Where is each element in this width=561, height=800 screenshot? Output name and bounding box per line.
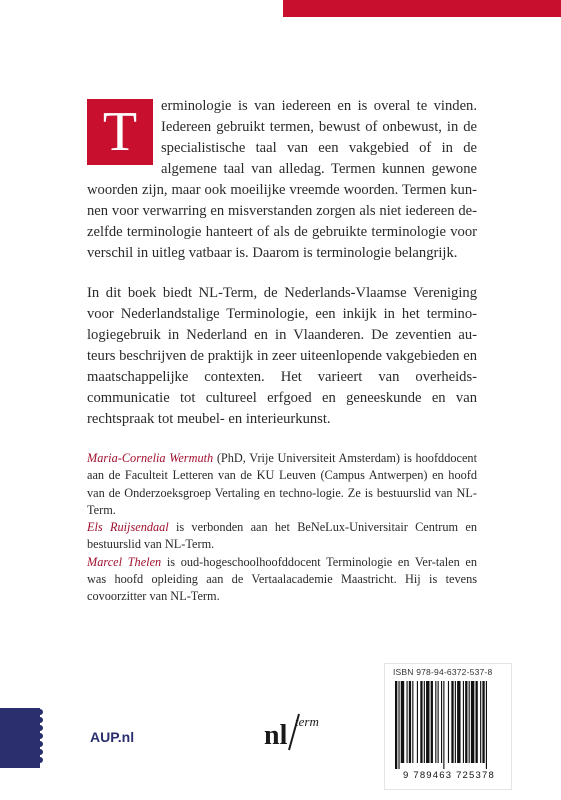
- barcode-bar: [457, 681, 460, 763]
- barcode-bar: [424, 681, 425, 763]
- isbn-label: ISBN 978-94-6372-537-8: [393, 667, 493, 677]
- barcode-bar: [426, 681, 429, 763]
- bio-wermuth: [87, 450, 477, 519]
- publisher-name: AUP.nl: [90, 729, 135, 745]
- barcode-bar: [448, 681, 449, 763]
- barcode-bar: [451, 681, 453, 763]
- barcode-bar: [431, 681, 433, 763]
- back-cover-text: [87, 96, 477, 606]
- author-name: Els Ruijsendaal: [87, 520, 169, 535]
- bio-thelen: [87, 554, 477, 606]
- bio-text: is verbonden aan het BeNeLux-Universitair Centrum en bestuurslid van NL-Term.: [87, 520, 477, 552]
- barcode-bar: [407, 681, 408, 763]
- barcode-bar: [455, 681, 456, 763]
- barcode-bar: [441, 681, 442, 763]
- author-bios: [87, 450, 477, 606]
- top-accent-bar: [283, 0, 561, 17]
- barcode-bar: [435, 681, 436, 763]
- barcode-bar: [398, 681, 399, 769]
- barcode-bar: [463, 681, 464, 763]
- barcode-bar: [465, 681, 467, 763]
- author-name: Marcel Thelen: [87, 554, 162, 569]
- dropcap: T: [87, 99, 153, 165]
- svg-text:term: term: [295, 714, 319, 729]
- barcode-bar: [438, 681, 439, 763]
- intro-text: erminologie is van iedereen en is overal te vinden. Iedereen gebruikt termen, bewust of onbewust, in de specialistische taal van een vakgebied of in de algemene taal van alledag. Termen kunnen gewone woorden zijn, maar ook moeilijke vreemde woorden. Termen kun-nen voor verwarring en misverstanden zorgen als niet iedereen de-zelfde terminologie hanteert of als de gebruikte terminologie voor verschil in uitleg vatbaar is. Daarom is terminologie belangrijk.: [87, 98, 477, 261]
- barcode-bar: [409, 681, 411, 763]
- barcode-bar: [401, 681, 404, 763]
- bio-ruijsendaal: [87, 519, 477, 554]
- barcode-bar: [486, 681, 487, 769]
- nl-term-logo: [262, 708, 324, 760]
- barcode-bar: [420, 681, 422, 763]
- barcode-bar: [471, 681, 474, 763]
- bio-text: is oud-hogeschoolhoofddocent Terminologie en Ver-talen en was hoofd opleiding aan de Vertaalacademie Maastricht. Hij is tevens covoorzitter van NL-Term.: [87, 554, 477, 604]
- barcode-bar: [395, 681, 397, 769]
- barcode-bar: [482, 681, 484, 763]
- barcode-bar: [417, 681, 418, 763]
- barcode-digits: 9 789463 725378: [403, 770, 495, 781]
- svg-text:nl: nl: [264, 720, 288, 751]
- isbn-barcode: [384, 663, 512, 790]
- intro-paragraph: [87, 96, 477, 264]
- barcode-bar: [480, 681, 481, 763]
- barcode-bar: [476, 681, 478, 763]
- stamp-logo-icon: [0, 708, 48, 768]
- author-name: Maria-Cornelia Wermuth: [87, 451, 214, 465]
- barcode-bars: [389, 681, 509, 769]
- barcode-bar: [412, 681, 413, 763]
- body-paragraph: In dit boek biedt NL-Term, de Nederlands-Vlaamse Vereniging voor Nederlandstalige Terminologie, een inkijk in het termino-logiegebruik in Nederland en in Vlaanderen. De zeventien au-teurs beschrijven de praktijk in zeer uiteenlopende vakgebieden en maatschappelijke contexten. Het varieert van overheids-communicatie tot cultureel erfgoed en geneeskunde en van rechtspraak tot meubel- en interieurkunst.: [87, 285, 477, 427]
- barcode-bar: [443, 681, 444, 769]
- barcode-bar: [469, 681, 470, 763]
- bio-text: (PhD, Vrije Universiteit Amsterdam) is hoofddocent aan de Faculteit Letteren van de KU Leuven (Campus Antwerpen) en hoofd van de Onderzoeksgroep Vertaling en techno-logie. Ze is bestuurslid van NL-Term.: [87, 451, 477, 517]
